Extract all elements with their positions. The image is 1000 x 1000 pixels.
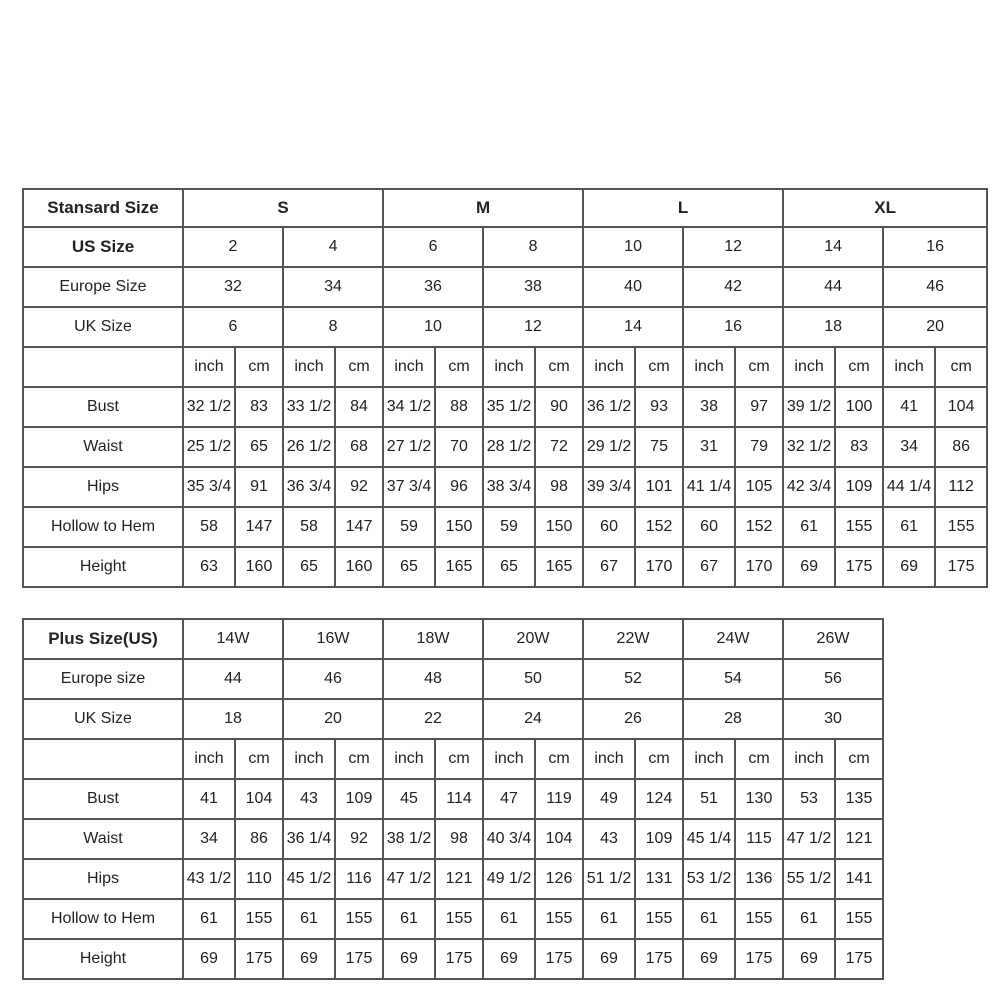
measurement-value-cell: 51 1/2: [583, 859, 635, 899]
size-value-cell: 14: [783, 227, 883, 267]
size-value-cell: 32: [183, 267, 283, 307]
measurement-value-cell: 32 1/2: [183, 387, 235, 427]
measurement-value-cell: 155: [635, 899, 683, 939]
size-row: [23, 307, 987, 347]
row-label: UK Size: [23, 699, 183, 739]
plus-size-table: [22, 618, 987, 980]
measurement-value-cell: 36 1/2: [583, 387, 635, 427]
measurement-value-cell: 25 1/2: [183, 427, 235, 467]
measurement-value-cell: 150: [435, 507, 483, 547]
measurement-value-cell: 53 1/2: [683, 859, 735, 899]
unit-cm-cell: cm: [335, 739, 383, 779]
measurement-value-cell: 92: [335, 819, 383, 859]
size-value-cell: 38: [483, 267, 583, 307]
size-value-cell: 16: [883, 227, 987, 267]
measurement-value-cell: 112: [935, 467, 987, 507]
measurement-value-cell: 58: [283, 507, 335, 547]
measurement-value-cell: 175: [735, 939, 783, 979]
unit-inch-cell: inch: [883, 347, 935, 387]
unit-cm-cell: cm: [735, 347, 783, 387]
measurement-value-cell: 58: [183, 507, 235, 547]
measurement-value-cell: 155: [535, 899, 583, 939]
measurement-value-cell: 152: [735, 507, 783, 547]
measurement-value-cell: 175: [935, 547, 987, 587]
measurement-value-cell: 96: [435, 467, 483, 507]
measurement-value-cell: 40 3/4: [483, 819, 535, 859]
size-value-cell: 2: [183, 227, 283, 267]
measurement-value-cell: 130: [735, 779, 783, 819]
measurement-value-cell: 41: [883, 387, 935, 427]
measurement-label: Hips: [23, 859, 183, 899]
size-value-cell: 20: [883, 307, 987, 347]
measurement-value-cell: 136: [735, 859, 783, 899]
measurement-value-cell: 104: [935, 387, 987, 427]
measurement-value-cell: 69: [183, 939, 235, 979]
measurement-value-cell: 165: [435, 547, 483, 587]
measurement-label: Hips: [23, 467, 183, 507]
size-value-cell: 26: [583, 699, 683, 739]
measurement-value-cell: 49: [583, 779, 635, 819]
measurement-value-cell: 61: [183, 899, 235, 939]
unit-cm-cell: cm: [735, 739, 783, 779]
blank-cell: [883, 819, 987, 859]
measurement-value-cell: 43: [583, 819, 635, 859]
unit-inch-cell: inch: [783, 347, 835, 387]
measurement-value-cell: 70: [435, 427, 483, 467]
blank-cell: [883, 899, 987, 939]
blank-cell: [883, 939, 987, 979]
size-value-cell: 18: [783, 307, 883, 347]
measurement-value-cell: 155: [235, 899, 283, 939]
size-value-cell: 54: [683, 659, 783, 699]
measurement-value-cell: 126: [535, 859, 583, 899]
measurement-row: [23, 427, 987, 467]
unit-cm-cell: cm: [535, 739, 583, 779]
unit-cm-cell: cm: [335, 347, 383, 387]
measurement-value-cell: 147: [335, 507, 383, 547]
measurement-value-cell: 84: [335, 387, 383, 427]
unit-row: [23, 347, 987, 387]
measurement-value-cell: 105: [735, 467, 783, 507]
measurement-value-cell: 109: [835, 467, 883, 507]
size-value-cell: 46: [883, 267, 987, 307]
measurement-value-cell: 41: [183, 779, 235, 819]
unit-cm-cell: cm: [835, 347, 883, 387]
measurement-value-cell: 109: [635, 819, 683, 859]
size-value-cell: 8: [283, 307, 383, 347]
measurement-value-cell: 150: [535, 507, 583, 547]
unit-cm-cell: cm: [435, 739, 483, 779]
measurement-value-cell: 61: [783, 507, 835, 547]
size-value-cell: 50: [483, 659, 583, 699]
measurement-value-cell: 69: [383, 939, 435, 979]
size-value-cell: 44: [183, 659, 283, 699]
size-value-cell: 26W: [783, 619, 883, 659]
measurement-value-cell: 43 1/2: [183, 859, 235, 899]
measurement-value-cell: 93: [635, 387, 683, 427]
size-value-cell: 22W: [583, 619, 683, 659]
measurement-value-cell: 69: [283, 939, 335, 979]
size-value-cell: 12: [683, 227, 783, 267]
measurement-value-cell: 165: [535, 547, 583, 587]
measurement-value-cell: 160: [335, 547, 383, 587]
size-row: [23, 659, 987, 699]
unit-inch-cell: inch: [583, 739, 635, 779]
size-value-cell: 4: [283, 227, 383, 267]
measurement-value-cell: 104: [235, 779, 283, 819]
measurement-label: Hollow to Hem: [23, 507, 183, 547]
measurement-value-cell: 32 1/2: [783, 427, 835, 467]
unit-row-label: [23, 347, 183, 387]
blank-cell: [883, 699, 987, 739]
measurement-value-cell: 31: [683, 427, 735, 467]
measurement-value-cell: 53: [783, 779, 835, 819]
measurement-value-cell: 175: [235, 939, 283, 979]
unit-row-label: [23, 739, 183, 779]
measurement-value-cell: 79: [735, 427, 783, 467]
measurement-value-cell: 55 1/2: [783, 859, 835, 899]
measurement-value-cell: 34 1/2: [383, 387, 435, 427]
blank-cell: [883, 779, 987, 819]
measurement-value-cell: 88: [435, 387, 483, 427]
measurement-value-cell: 155: [435, 899, 483, 939]
measurement-label: Height: [23, 939, 183, 979]
unit-cm-cell: cm: [435, 347, 483, 387]
measurement-value-cell: 83: [235, 387, 283, 427]
size-group-cell: XL: [783, 189, 987, 227]
measurement-value-cell: 60: [683, 507, 735, 547]
measurement-value-cell: 75: [635, 427, 683, 467]
unit-inch-cell: inch: [183, 347, 235, 387]
measurement-value-cell: 155: [835, 507, 883, 547]
measurement-value-cell: 110: [235, 859, 283, 899]
size-value-cell: 10: [583, 227, 683, 267]
size-value-cell: 14W: [183, 619, 283, 659]
measurement-value-cell: 35 1/2: [483, 387, 535, 427]
measurement-row: [23, 387, 987, 427]
measurement-value-cell: 41 1/4: [683, 467, 735, 507]
measurement-value-cell: 65: [235, 427, 283, 467]
measurement-row: [23, 939, 987, 979]
blank-cell: [883, 739, 987, 779]
measurement-value-cell: 92: [335, 467, 383, 507]
measurement-value-cell: 65: [483, 547, 535, 587]
measurement-label: Hollow to Hem: [23, 899, 183, 939]
measurement-value-cell: 61: [283, 899, 335, 939]
unit-cm-cell: cm: [535, 347, 583, 387]
size-value-cell: 12: [483, 307, 583, 347]
measurement-row: [23, 899, 987, 939]
measurement-value-cell: 101: [635, 467, 683, 507]
measurement-value-cell: 51: [683, 779, 735, 819]
measurement-value-cell: 61: [383, 899, 435, 939]
size-value-cell: 16W: [283, 619, 383, 659]
measurement-value-cell: 61: [883, 507, 935, 547]
measurement-label: Bust: [23, 387, 183, 427]
size-value-cell: 30: [783, 699, 883, 739]
size-row: [23, 227, 987, 267]
blank-cell: [883, 619, 987, 659]
measurement-value-cell: 27 1/2: [383, 427, 435, 467]
measurement-value-cell: 33 1/2: [283, 387, 335, 427]
measurement-value-cell: 37 3/4: [383, 467, 435, 507]
measurement-value-cell: 160: [235, 547, 283, 587]
measurement-value-cell: 44 1/4: [883, 467, 935, 507]
measurement-value-cell: 61: [483, 899, 535, 939]
row-label: Europe Size: [23, 267, 183, 307]
measurement-value-cell: 60: [583, 507, 635, 547]
measurement-value-cell: 121: [835, 819, 883, 859]
size-row: [23, 267, 987, 307]
size-group-cell: S: [183, 189, 383, 227]
measurement-value-cell: 175: [635, 939, 683, 979]
measurement-value-cell: 115: [735, 819, 783, 859]
standard-size-table: [22, 188, 988, 588]
measurement-value-cell: 38: [683, 387, 735, 427]
blank-cell: [883, 859, 987, 899]
measurement-value-cell: 67: [583, 547, 635, 587]
measurement-label: Bust: [23, 779, 183, 819]
unit-inch-cell: inch: [483, 739, 535, 779]
measurement-value-cell: 86: [935, 427, 987, 467]
measurement-value-cell: 47 1/2: [383, 859, 435, 899]
size-value-cell: 52: [583, 659, 683, 699]
measurement-value-cell: 26 1/2: [283, 427, 335, 467]
measurement-value-cell: 155: [835, 899, 883, 939]
unit-row: [23, 739, 987, 779]
measurement-value-cell: 28 1/2: [483, 427, 535, 467]
size-row: [23, 699, 987, 739]
measurement-value-cell: 155: [935, 507, 987, 547]
unit-inch-cell: inch: [683, 347, 735, 387]
measurement-value-cell: 141: [835, 859, 883, 899]
size-value-cell: 42: [683, 267, 783, 307]
size-value-cell: 56: [783, 659, 883, 699]
measurement-value-cell: 72: [535, 427, 583, 467]
measurement-value-cell: 170: [635, 547, 683, 587]
measurement-row: [23, 467, 987, 507]
measurement-value-cell: 175: [535, 939, 583, 979]
measurement-value-cell: 42 3/4: [783, 467, 835, 507]
measurement-value-cell: 170: [735, 547, 783, 587]
unit-cm-cell: cm: [235, 347, 283, 387]
size-value-cell: 36: [383, 267, 483, 307]
measurement-value-cell: 69: [783, 547, 835, 587]
measurement-value-cell: 83: [835, 427, 883, 467]
measurement-value-cell: 98: [435, 819, 483, 859]
measurement-value-cell: 147: [235, 507, 283, 547]
measurement-row: [23, 779, 987, 819]
measurement-value-cell: 43: [283, 779, 335, 819]
measurement-value-cell: 29 1/2: [583, 427, 635, 467]
measurement-value-cell: 175: [835, 547, 883, 587]
blank-cell: [883, 659, 987, 699]
measurement-value-cell: 59: [483, 507, 535, 547]
size-value-cell: 14: [583, 307, 683, 347]
measurement-value-cell: 86: [235, 819, 283, 859]
unit-inch-cell: inch: [183, 739, 235, 779]
measurement-value-cell: 35 3/4: [183, 467, 235, 507]
unit-inch-cell: inch: [583, 347, 635, 387]
size-value-cell: 20W: [483, 619, 583, 659]
size-group-cell: M: [383, 189, 583, 227]
measurement-value-cell: 67: [683, 547, 735, 587]
row-label: Plus Size(US): [23, 619, 183, 659]
measurement-value-cell: 69: [583, 939, 635, 979]
measurement-value-cell: 69: [683, 939, 735, 979]
measurement-value-cell: 45: [383, 779, 435, 819]
measurement-value-cell: 121: [435, 859, 483, 899]
size-group-cell: L: [583, 189, 783, 227]
measurement-row: [23, 859, 987, 899]
measurement-value-cell: 152: [635, 507, 683, 547]
measurement-value-cell: 39 1/2: [783, 387, 835, 427]
measurement-value-cell: 175: [335, 939, 383, 979]
measurement-value-cell: 116: [335, 859, 383, 899]
measurement-value-cell: 39 3/4: [583, 467, 635, 507]
size-value-cell: 24: [483, 699, 583, 739]
unit-inch-cell: inch: [483, 347, 535, 387]
unit-inch-cell: inch: [283, 347, 335, 387]
unit-inch-cell: inch: [383, 739, 435, 779]
size-value-cell: 34: [283, 267, 383, 307]
row-label: UK Size: [23, 307, 183, 347]
size-value-cell: 28: [683, 699, 783, 739]
measurement-value-cell: 119: [535, 779, 583, 819]
measurement-value-cell: 69: [483, 939, 535, 979]
measurement-value-cell: 36 3/4: [283, 467, 335, 507]
measurement-value-cell: 68: [335, 427, 383, 467]
header-label: Stansard Size: [23, 189, 183, 227]
measurement-row: [23, 507, 987, 547]
measurement-value-cell: 36 1/4: [283, 819, 335, 859]
unit-cm-cell: cm: [635, 739, 683, 779]
size-value-cell: 22: [383, 699, 483, 739]
measurement-value-cell: 63: [183, 547, 235, 587]
unit-inch-cell: inch: [383, 347, 435, 387]
unit-cm-cell: cm: [635, 347, 683, 387]
measurement-value-cell: 135: [835, 779, 883, 819]
measurement-value-cell: 34: [183, 819, 235, 859]
unit-inch-cell: inch: [783, 739, 835, 779]
measurement-value-cell: 69: [883, 547, 935, 587]
measurement-value-cell: 45 1/2: [283, 859, 335, 899]
size-value-cell: 6: [383, 227, 483, 267]
measurement-value-cell: 69: [783, 939, 835, 979]
measurement-value-cell: 155: [735, 899, 783, 939]
measurement-value-cell: 100: [835, 387, 883, 427]
measurement-value-cell: 98: [535, 467, 583, 507]
measurement-value-cell: 59: [383, 507, 435, 547]
measurement-value-cell: 155: [335, 899, 383, 939]
measurement-value-cell: 131: [635, 859, 683, 899]
measurement-value-cell: 38 1/2: [383, 819, 435, 859]
size-value-cell: 8: [483, 227, 583, 267]
measurement-value-cell: 124: [635, 779, 683, 819]
unit-cm-cell: cm: [935, 347, 987, 387]
measurement-value-cell: 90: [535, 387, 583, 427]
measurement-value-cell: 91: [235, 467, 283, 507]
measurement-row: [23, 547, 987, 587]
measurement-value-cell: 47: [483, 779, 535, 819]
row-label: Europe size: [23, 659, 183, 699]
size-value-cell: 46: [283, 659, 383, 699]
size-value-cell: 18: [183, 699, 283, 739]
measurement-value-cell: 109: [335, 779, 383, 819]
unit-inch-cell: inch: [683, 739, 735, 779]
size-row: [23, 619, 987, 659]
measurement-label: Waist: [23, 427, 183, 467]
measurement-label: Height: [23, 547, 183, 587]
measurement-value-cell: 34: [883, 427, 935, 467]
size-value-cell: 16: [683, 307, 783, 347]
measurement-value-cell: 61: [583, 899, 635, 939]
measurement-value-cell: 45 1/4: [683, 819, 735, 859]
measurement-row: [23, 819, 987, 859]
unit-cm-cell: cm: [835, 739, 883, 779]
size-value-cell: 6: [183, 307, 283, 347]
measurement-value-cell: 104: [535, 819, 583, 859]
measurement-value-cell: 65: [283, 547, 335, 587]
measurement-value-cell: 49 1/2: [483, 859, 535, 899]
measurement-value-cell: 61: [783, 899, 835, 939]
measurement-value-cell: 47 1/2: [783, 819, 835, 859]
measurement-value-cell: 38 3/4: [483, 467, 535, 507]
measurement-value-cell: 65: [383, 547, 435, 587]
unit-cm-cell: cm: [235, 739, 283, 779]
size-value-cell: 48: [383, 659, 483, 699]
size-value-cell: 40: [583, 267, 683, 307]
measurement-value-cell: 97: [735, 387, 783, 427]
size-value-cell: 18W: [383, 619, 483, 659]
size-value-cell: 20: [283, 699, 383, 739]
measurement-value-cell: 114: [435, 779, 483, 819]
size-value-cell: 24W: [683, 619, 783, 659]
size-value-cell: 10: [383, 307, 483, 347]
measurement-value-cell: 61: [683, 899, 735, 939]
size-group-row: [23, 189, 987, 227]
row-label: US Size: [23, 227, 183, 267]
measurement-value-cell: 175: [435, 939, 483, 979]
measurement-label: Waist: [23, 819, 183, 859]
size-value-cell: 44: [783, 267, 883, 307]
unit-inch-cell: inch: [283, 739, 335, 779]
measurement-value-cell: 175: [835, 939, 883, 979]
